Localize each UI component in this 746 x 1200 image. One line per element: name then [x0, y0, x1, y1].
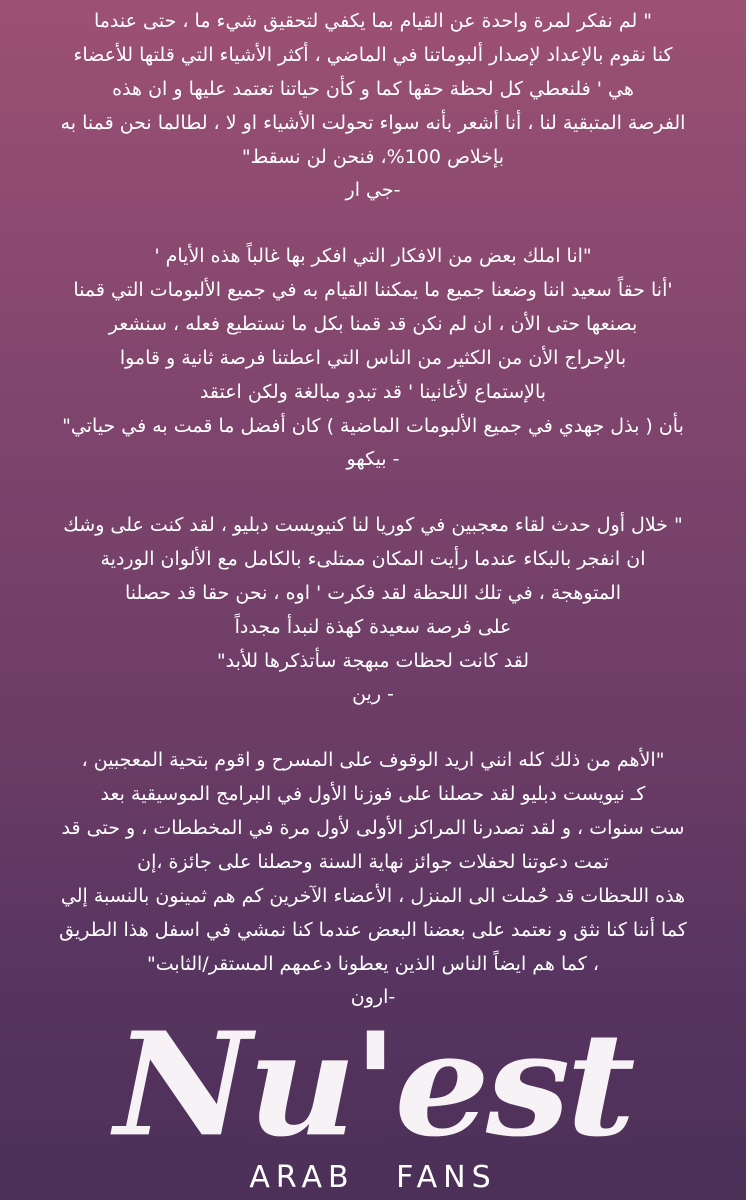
quote-line: "انا املك بعض من الافكار التي افكر بها غالباً هذه الأيام ' [154, 245, 592, 267]
logo-wordmark: Nu'est [114, 1001, 632, 1169]
quote-line: بإخلاص 100%، فنحن لن نسقط" [241, 146, 505, 168]
quote-line: "الأهم من ذلك كله انني اريد الوقوف على المسرح و اقوم بتحية المعجبين ، [81, 749, 665, 771]
quote-line: كنا نقوم بالإعداد لإصدار ألبوماتنا في الماضي ، أكثر الأشياء التي قلتها للأعضاء [73, 44, 673, 66]
quote-baekho [14, 239, 732, 475]
quote-line: كـ نيويست دبليو لقد حصلنا على فوزنا الأول في البرامج الموسيقية بعد [100, 783, 646, 805]
quote-line: ، كما هم ايضاً الناس الذين يعطونا دعمهم المستقر/الثابت" [147, 953, 599, 975]
quote-ren [14, 508, 732, 710]
quote-line: الفرصة المتبقية لنا ، أنا أشعر بأنه سواء تحولت الأشياء او لا ، لطالما نحن قمنا به [60, 112, 686, 134]
quote-author: - بيكهو [346, 448, 400, 470]
quote-aron [14, 743, 732, 1013]
quote-line: " خلال أول حدث لقاء معجبين في كوريا لنا كنيويست دبليو ، لقد كنت على وشك [63, 514, 683, 536]
logo-subtitle: ARAB FANS [249, 1160, 497, 1195]
quote-line: كما أننا كنا نثق و نعتمد على بعضنا البعض عندما كنا نمشي في اسفل هذا الطريق [59, 919, 687, 941]
quote-author: -جي ار [345, 179, 401, 201]
quote-line: المتوهجة ، في تلك اللحظة لقد فكرت ' اوه ، نحن حقا قد حصلنا [125, 582, 621, 604]
nuest-logo [0, 1000, 746, 1200]
quotes-container [14, 4, 732, 1013]
quote-line: بالإستماع لأغانينا ' قد تبدو مبالغة ولكن اعتقد [199, 381, 547, 403]
quote-author: -ارون [350, 986, 396, 1008]
quote-line: بالإحراج الأن من الكثير من الناس التي اعطتنا فرصة ثانية و قاموا [119, 347, 627, 369]
quote-line: ست سنوات ، و لقد تصدرنا المراكز الأولى لأول مرة في المخططات ، و حتى قد [61, 817, 685, 839]
quote-jr [14, 4, 732, 206]
quote-line: 'أنا حقاً سعيد اننا وضعنا جميع ما يمكننا القيام به في جميع الألبومات التي قمنا [73, 279, 673, 301]
quote-line: " لم نفكر لمرة واحدة عن القيام بما يكفي لتحقيق شيء ما ، حتى عندما [93, 10, 653, 32]
quote-line: ان انفجر بالبكاء عندما رأيت المكان ممتلىء بالكامل مع الألوان الوردية [100, 548, 646, 570]
quote-line: هذه اللحظات قد حُملت الى المنزل ، الأعضاء الآخرين كم هم ثمينون بالنسبة إلي [60, 885, 686, 907]
quote-line: بصنعها حتى الأن ، ان لم نكن قد قمنا بكل ما نستطيع فعله ، سنشعر [108, 313, 638, 335]
quote-author: - رين [352, 683, 394, 705]
quote-line: لقد كانت لحظات مبهجة سأتذكرها للأبد" [216, 650, 530, 672]
quote-line: هي ' فلنعطي كل لحظة حقها كما و كأن حياتنا تعتمد عليها و ان هذه [112, 78, 634, 100]
quote-line: بأن ( بذل جهدي في جميع الألبومات الماضية ) كان أفضل ما قمت به في حياتي" [62, 415, 684, 437]
quote-line: على فرصة سعيدة كهذة لنبدأ مجدداً [234, 616, 512, 638]
quote-line: تمت دعوتنا لحفلات جوائز نهاية السنة وحصلنا على جائزة ،إن [137, 851, 609, 873]
